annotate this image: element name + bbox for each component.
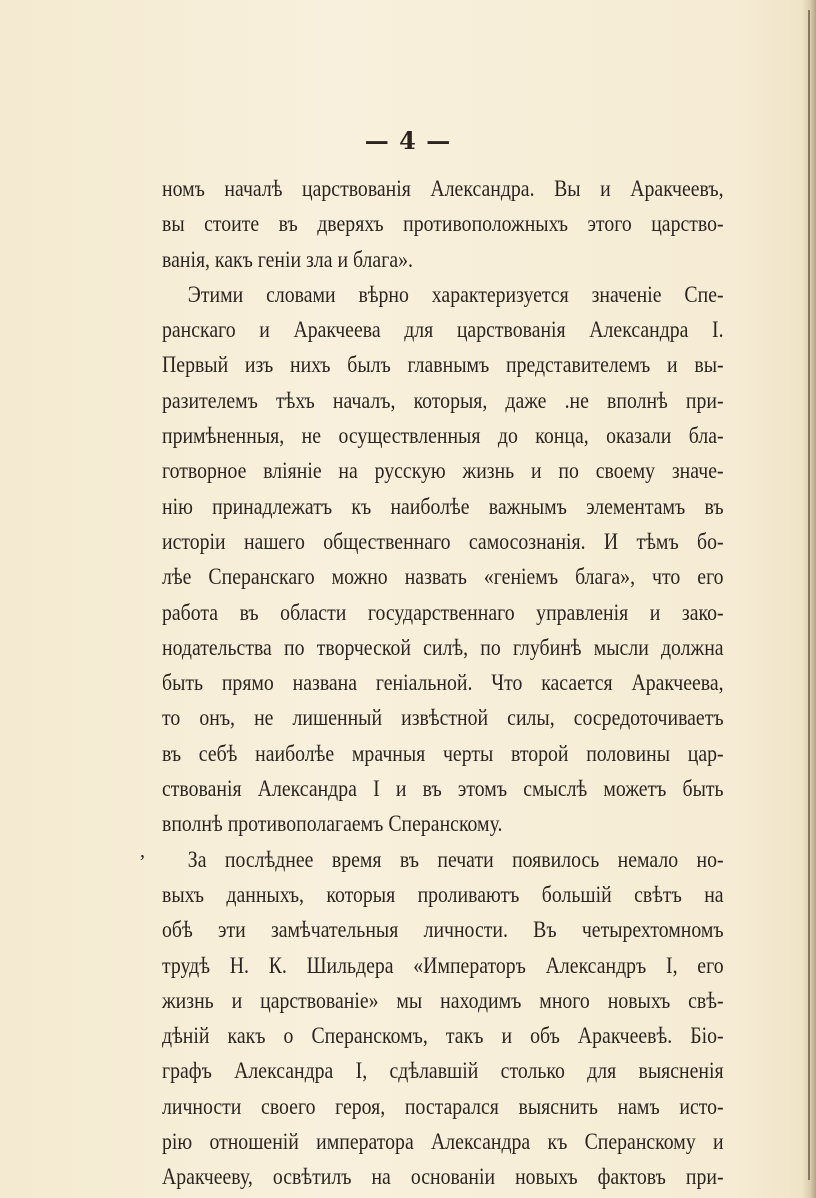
text-line: то онъ, не лишенный извѣстной силы, сосредоточиваетъ — [162, 705, 724, 731]
text-line: вы стоите въ дверяхъ противоположныхъ этого царство- — [162, 211, 724, 237]
text-line: разителемъ тѣхъ началъ, которыя, даже .не вполнѣ при- — [162, 387, 724, 413]
text-line: быть прямо названа геніальной. Что касается Аракчеева, — [162, 670, 724, 696]
text-line: графъ Александра I, сдѣлавшій столько для выясненія — [162, 1058, 724, 1084]
text-line: Аракчееву, освѣтилъ на основаніи новыхъ фактовъ при- — [162, 1164, 724, 1190]
page-number: — 4 — — [364, 126, 452, 155]
text-line: вполнѣ противополагаемъ Сперанскому. — [162, 811, 503, 837]
text-line: выхъ данныхъ, которыя проливаютъ большій свѣтъ на — [162, 881, 724, 907]
text-line: примѣненныя, не осуществленныя до конца, оказали бла- — [162, 423, 724, 449]
text-line: нодательства по творческой силѣ, по глубинѣ мысли должна — [162, 634, 724, 660]
text-line: дѣній какъ о Сперанскомъ, такъ и объ Аракчеевѣ. Біо- — [162, 1023, 724, 1049]
text-line: исторіи нашего общественнаго самосознанія. И тѣмъ бо- — [162, 528, 724, 554]
text-line: Этими словами вѣрно характеризуется значеніе Спе- — [187, 281, 724, 307]
text-line: рію отношеній императора Александра къ Сперанскому и — [162, 1129, 724, 1155]
text-line: нію принадлежатъ къ наиболѣе важнымъ элементамъ въ — [162, 493, 724, 519]
text-line: ванія, какъ геніи зла и блага». — [162, 246, 413, 272]
text-line: работа въ области государственнаго управленія и зако- — [162, 599, 724, 625]
text-line: личности своего героя, постарался выяснить намъ исто- — [162, 1093, 724, 1119]
text-line: обѣ эти замѣчательныя личности. Въ четырехтомномъ — [162, 917, 724, 943]
text-line: ранскаго и Аракчеева для царствованія Александра I. — [162, 317, 724, 343]
body-text — [162, 171, 724, 1195]
page-edge-line — [808, 10, 810, 1180]
text-line: ствованія Александра I и въ этомъ смыслѣ можетъ быть — [162, 776, 724, 802]
margin-mark: , — [140, 840, 145, 862]
text-line: лѣе Сперанскаго можно назвать «геніемъ блага», что его — [162, 564, 724, 590]
text-line: готворное вліяніе на русскую жизнь и по своему значе- — [162, 458, 724, 484]
text-line: трудѣ Н. К. Шильдера «Императоръ Александръ I, его — [162, 952, 724, 978]
text-line: номъ началѣ царствованія Александра. Вы и Аракчеевъ, — [162, 176, 724, 201]
text-line: въ себѣ наиболѣе мрачныя черты второй половины цар- — [162, 740, 724, 766]
text-line: За послѣднее время въ печати появилось немало но- — [187, 846, 724, 872]
text-line: Первый изъ нихъ былъ главнымъ представителемъ и вы- — [162, 352, 724, 378]
text-line: жизнь и царствованіе» мы находимъ много новыхъ свѣ- — [162, 987, 724, 1013]
